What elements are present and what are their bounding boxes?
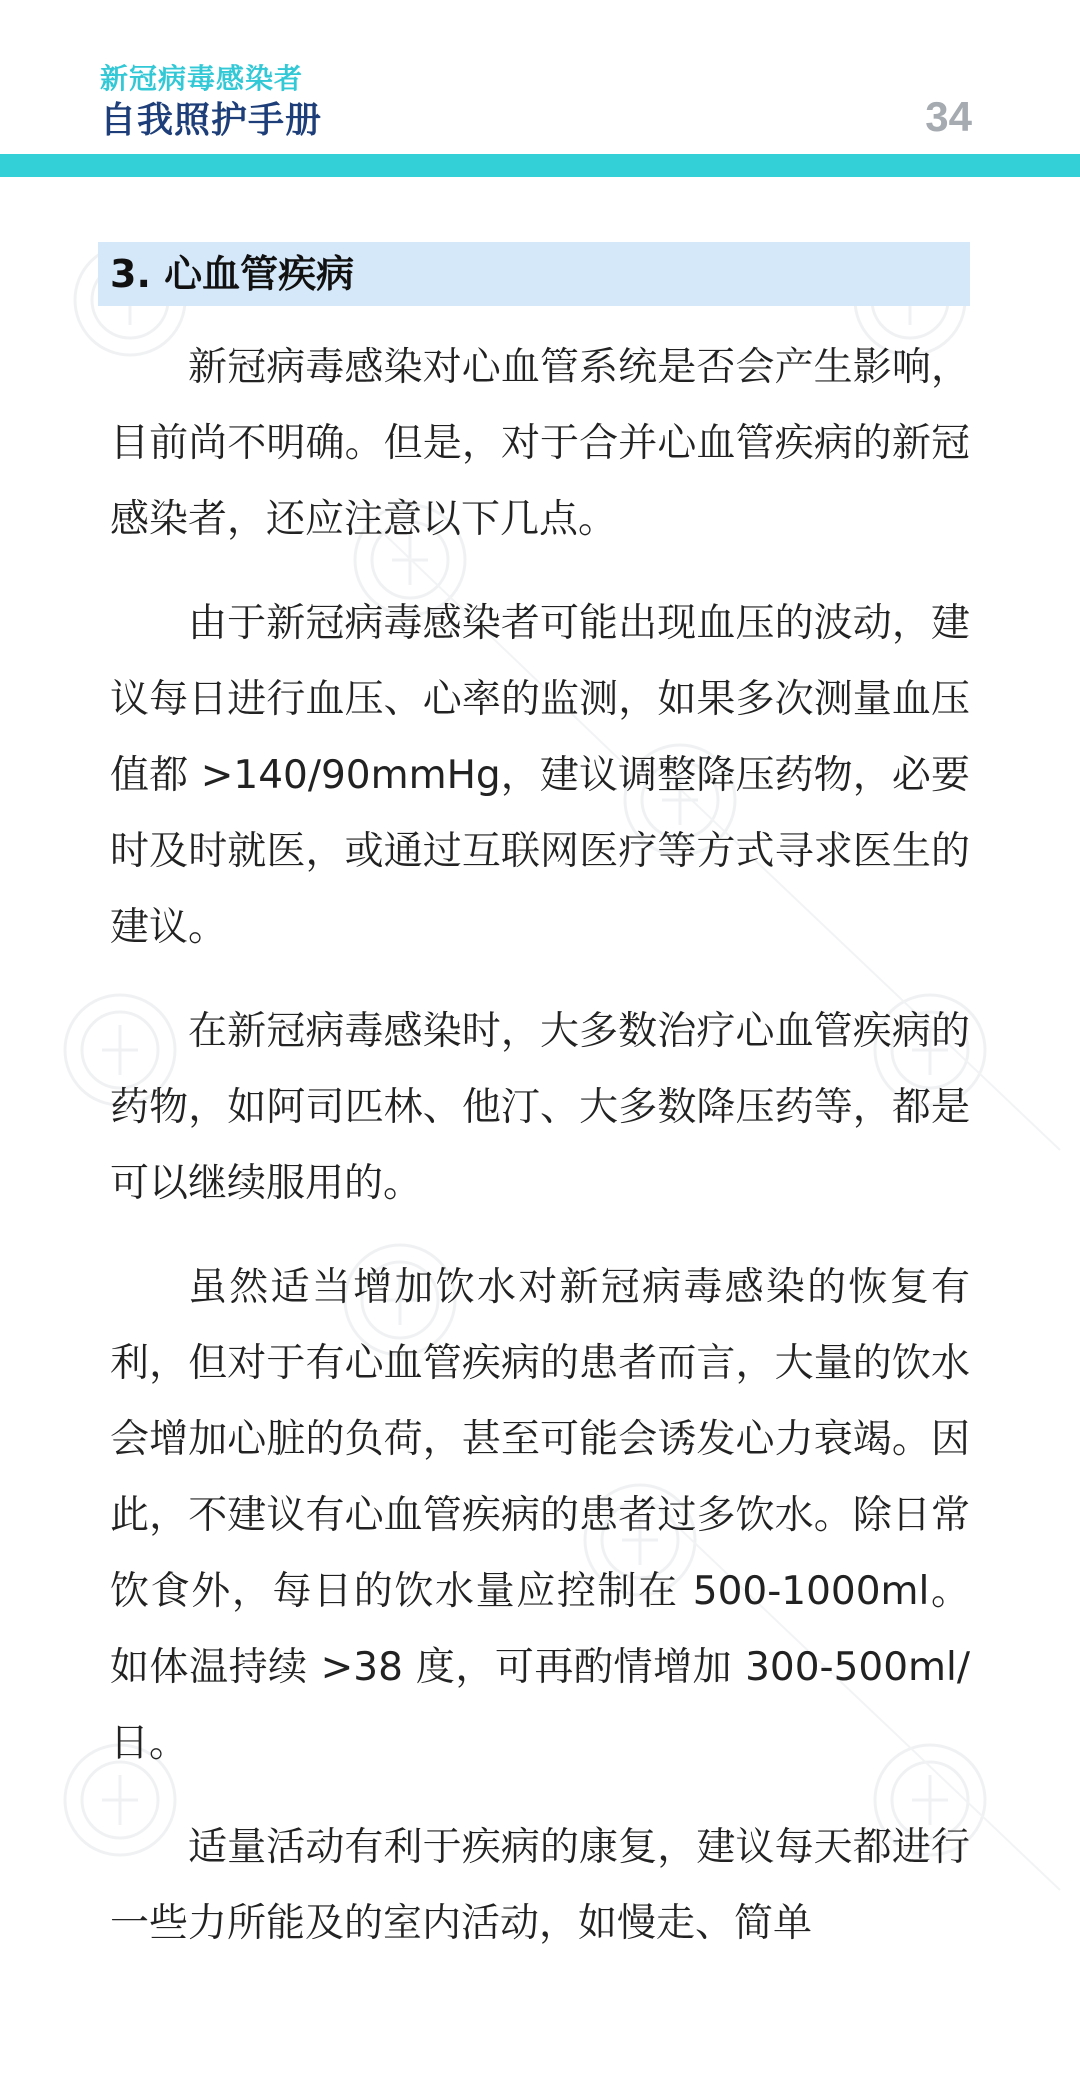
section-heading-text: 3. 心血管疾病 — [110, 252, 355, 296]
paragraph: 新冠病毒感染对心血管系统是否会产生影响，目前尚不明确。但是，对于合并心血管疾病的新冠感染者，还应注意以下几点。 — [110, 345, 970, 542]
paragraph: 适量活动有利于疾病的康复，建议每天都进行一些力所能及的室内活动，如慢走、简单 — [110, 1825, 970, 1946]
paragraph: 由于新冠病毒感染者可能出现血压的波动，建议每日进行血压、心率的监测，如果多次测量血压值都 >140/90mmHg，建议调整降压药物，必要时及时就医，或通过互联网医疗等方式寻求医生的建议。 — [110, 601, 970, 950]
book-title-line2: 自我照护手册 — [100, 100, 323, 141]
section-heading — [98, 242, 970, 306]
paragraph: 在新冠病毒感染时，大多数治疗心血管疾病的药物，如阿司匹林、他汀、大多数降压药等，都是可以继续服用的。 — [110, 1009, 970, 1206]
page-header — [0, 0, 1080, 158]
body-content — [110, 330, 970, 1990]
header-accent-bar — [0, 154, 1080, 177]
paragraph: 虽然适当增加饮水对新冠病毒感染的恢复有利，但对于有心血管疾病的患者而言，大量的饮水会增加心脏的负荷，甚至可能会诱发心力衰竭。因此，不建议有心血管疾病的患者过多饮水。除日常饮食外，每日的饮水量应控制在 500-1000ml。如体温持续 >38 度，可再酌情增加 300-500ml/ 日。 — [110, 1265, 970, 1766]
page-number: 34 — [925, 93, 972, 140]
book-title-line1: 新冠病毒感染者 — [100, 62, 304, 95]
